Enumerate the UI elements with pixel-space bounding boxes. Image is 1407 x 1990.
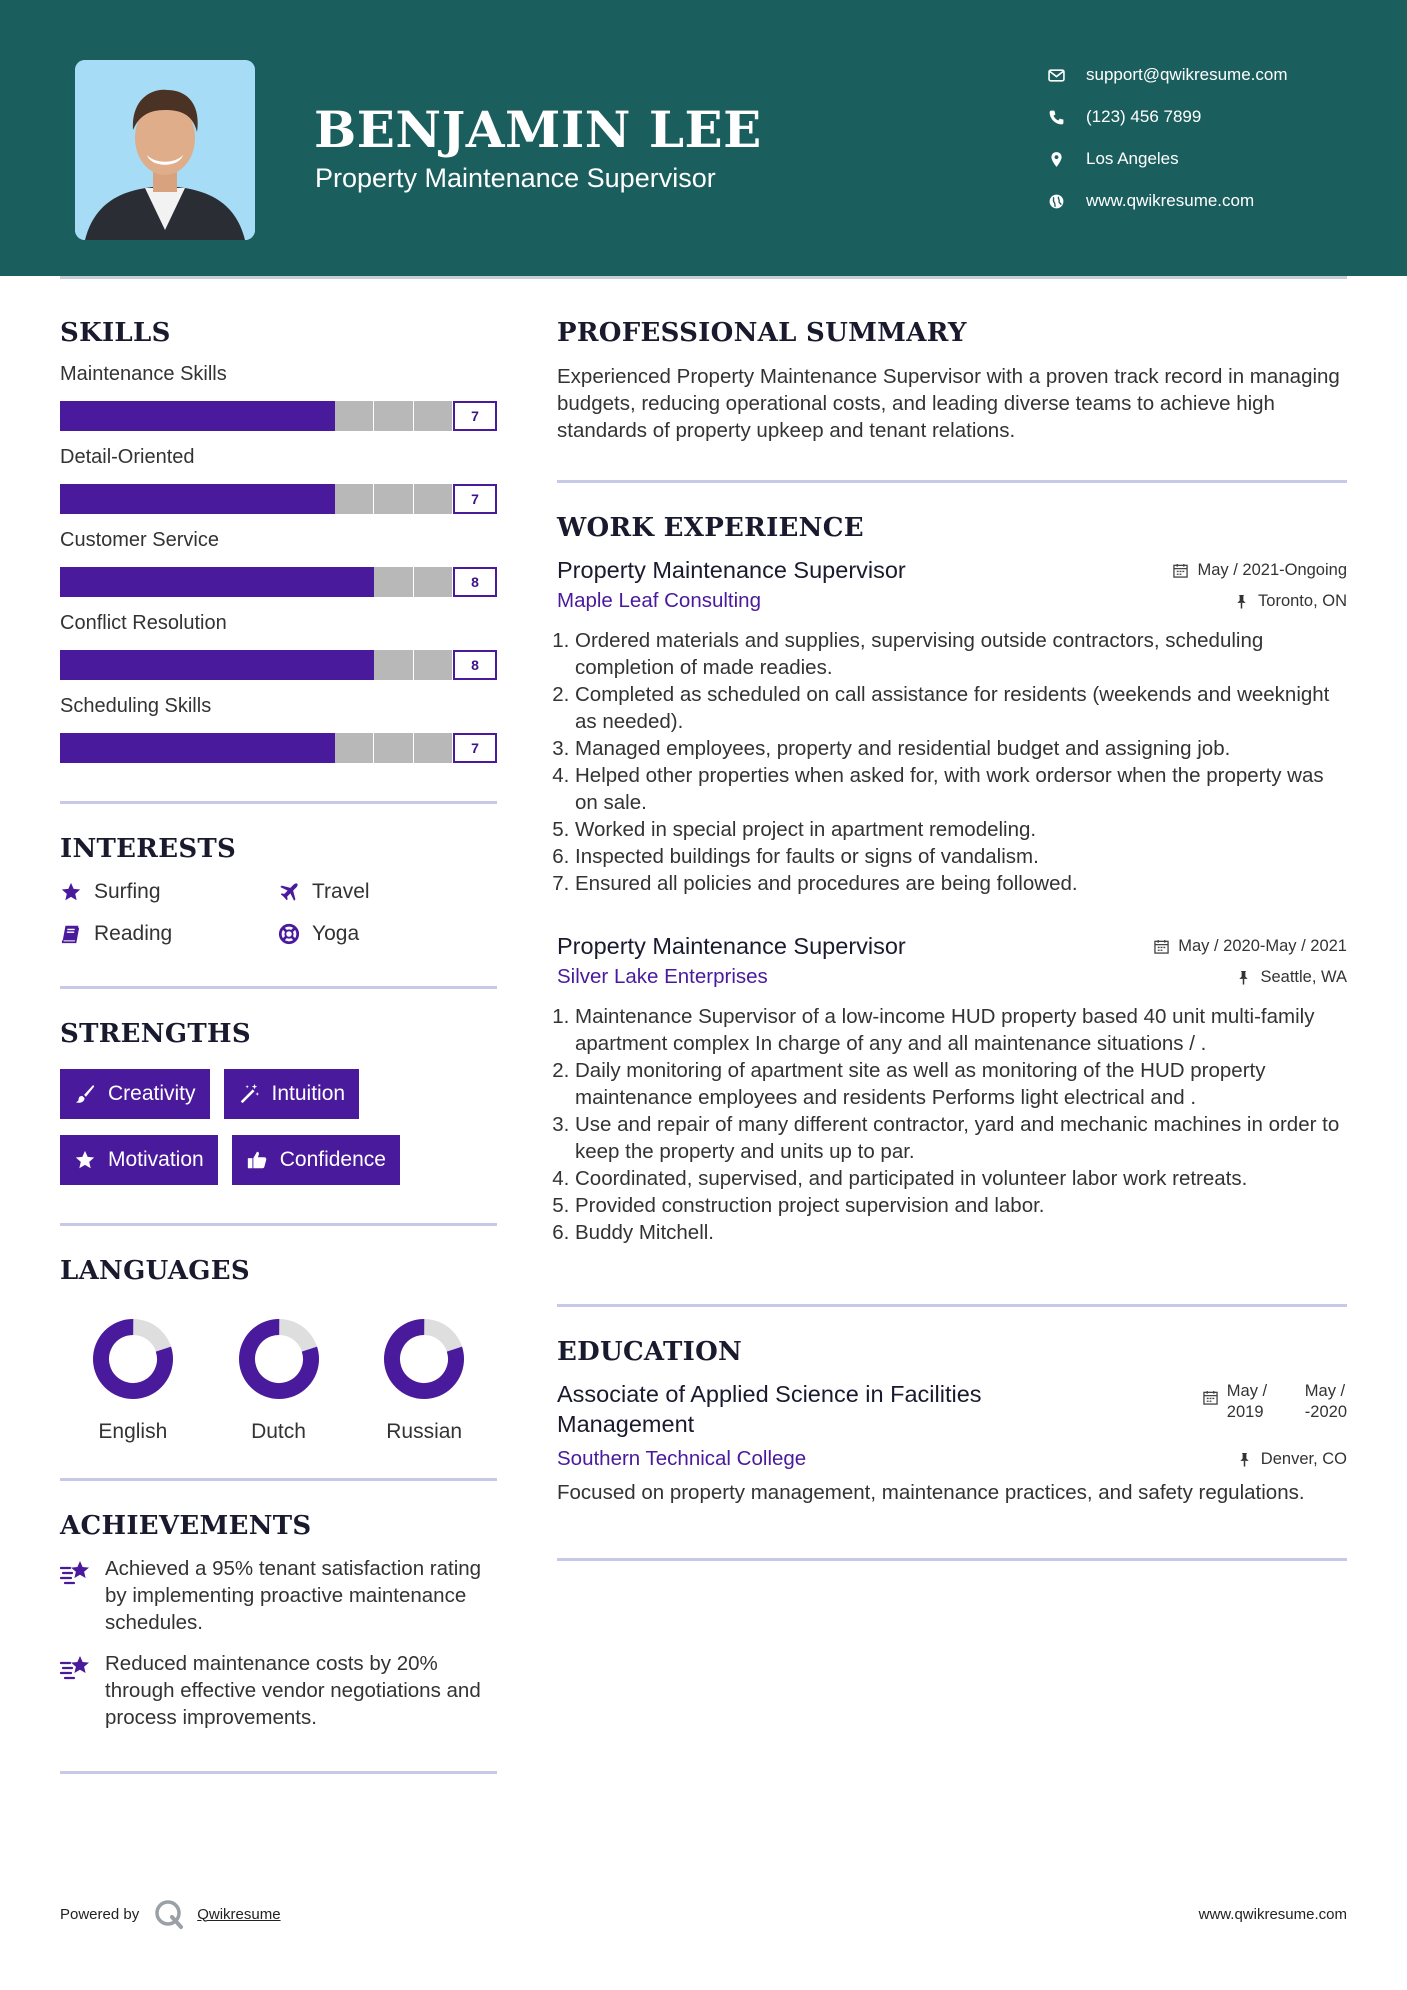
duty-item: 7. Ensured all policies and procedures are being followed. [575, 870, 1347, 897]
duty-item: 4. Helped other properties when asked for, with work ordersor when the property was on sale. [575, 762, 1347, 816]
duty-item: 1. Ordered materials and supplies, supervising outside contractors, scheduling completion of made readies. [575, 627, 1347, 681]
contact-phone-text: (123) 456 7899 [1086, 107, 1202, 126]
job-entry [557, 555, 1347, 897]
job-date [1154, 937, 1347, 956]
skill-bar-empty-segment [374, 650, 412, 680]
achievements-title: ACHIEVEMENTS [60, 1511, 312, 1541]
skill-item [60, 612, 497, 680]
achievement-item [60, 1555, 497, 1636]
education-degree: Associate of Applied Science in Facilities Management [557, 1381, 982, 1437]
star-icon [60, 881, 82, 903]
strengths-list [60, 1069, 497, 1185]
education-start [1227, 1381, 1305, 1423]
skill-bar-empty-segment [414, 733, 452, 763]
education-start-line2: 2019 [1226, 1403, 1264, 1421]
skill-bar-empty-segment [414, 567, 452, 597]
education-school: Southern Technical College [557, 1447, 807, 1470]
education-entry [557, 1379, 1347, 1506]
strength-tag [232, 1135, 400, 1185]
interest-item [278, 922, 496, 946]
job-company: Silver Lake Enterprises [557, 965, 768, 988]
duty-item: 3. Use and repair of many different contractor, yard and mechanic machines in order to keep the property and units up to par. [575, 1111, 1347, 1165]
skill-bar [60, 733, 497, 763]
duty-item: 2. Completed as scheduled on call assistance for residents (weekends and weeknight as needed). [575, 681, 1347, 735]
duty-item: 6. Inspected buildings for faults or signs of vandalism. [575, 843, 1347, 870]
globe-icon [1048, 192, 1086, 210]
skill-bar-fill [60, 733, 335, 763]
interest-label: Surfing [94, 880, 161, 903]
job-role: Property Maintenance Supervisor [557, 557, 906, 583]
calendar-icon [1203, 1390, 1218, 1405]
job-location [1236, 968, 1347, 987]
language-donut [236, 1316, 322, 1402]
skill-level: 7 [453, 733, 497, 763]
job-date [1173, 561, 1347, 580]
skill-bar-empty-segment [335, 733, 373, 763]
skill-bar [60, 567, 497, 597]
job-date-text: May / 2020-May / 2021 [1178, 937, 1347, 955]
header-divider [60, 276, 1347, 279]
phone-icon [1048, 108, 1086, 126]
job-duties [557, 1003, 1347, 1246]
qwikresume-logo-icon [153, 1898, 185, 1930]
skill-level: 8 [453, 650, 497, 680]
skill-name: Customer Service [60, 529, 219, 551]
skill-bar-empty-segment [374, 567, 412, 597]
education-end-line2: -2020 [1304, 1403, 1347, 1421]
interest-label: Reading [94, 922, 173, 945]
achievement-text: Reduced maintenance costs by 20% through effective vendor negotiations and process improvements. [105, 1652, 481, 1729]
duty-item: 3. Managed employees, property and residential budget and assigning job. [575, 735, 1347, 762]
job-date-text: May / 2021-Ongoing [1197, 561, 1347, 579]
strength-label: Motivation [108, 1148, 204, 1171]
calendar-icon [1154, 939, 1169, 954]
section-divider [60, 1478, 497, 1481]
skill-item [60, 695, 497, 763]
strength-tag [224, 1069, 360, 1119]
skills-title: SKILLS [60, 318, 171, 348]
duty-item: 5. Provided construction project supervision and labor. [575, 1192, 1347, 1219]
interest-item [278, 880, 496, 904]
strength-tag [60, 1135, 218, 1185]
thumbs-up-icon [246, 1149, 268, 1171]
achievement-item [60, 1650, 497, 1731]
education-description: Focused on property management, maintenance practices, and safety regulations. [557, 1481, 1305, 1504]
duty-item: 6. Buddy Mitchell. [575, 1219, 1347, 1246]
language-donut [381, 1316, 467, 1402]
skill-item [60, 363, 497, 431]
language-label: Dutch [251, 1420, 306, 1443]
brush-icon [74, 1083, 96, 1105]
education-location-text: Denver, CO [1260, 1449, 1347, 1468]
duty-item: 4. Coordinated, supervised, and participated in volunteer labor work retreats. [575, 1165, 1347, 1192]
skill-bar-empty-segment [335, 401, 373, 431]
interest-item [60, 880, 278, 904]
right-column [557, 318, 1347, 1561]
duty-item: 2. Daily monitoring of apartment site as well as monitoring of the HUD property maintenance employees and residents Performs light electrical and . [575, 1057, 1347, 1111]
education-location [1237, 1450, 1347, 1469]
job-company: Maple Leaf Consulting [557, 589, 761, 612]
language-item [60, 1316, 206, 1444]
skill-level: 7 [453, 401, 497, 431]
contact-phone[interactable] [1048, 96, 1288, 138]
job-duties [557, 627, 1347, 897]
skill-bar-empty-segment [414, 650, 452, 680]
contact-website[interactable] [1048, 180, 1288, 222]
contact-email-text: support@qwikresume.com [1086, 65, 1288, 84]
section-divider [557, 480, 1347, 483]
profile-photo [75, 60, 255, 240]
calendar-icon [1173, 563, 1188, 578]
skill-bar-empty-segment [374, 733, 412, 763]
experience-title: WORK EXPERIENCE [557, 513, 864, 543]
languages-list [60, 1316, 497, 1444]
star-icon [74, 1149, 96, 1171]
summary-text: Experienced Property Maintenance Supervisor with a proven track record in managing budgets, reducing operational costs, and leading diverse teams to achieve high standards of property upkeep and tenant relations. [557, 365, 1340, 442]
skill-bar-fill [60, 567, 374, 597]
job-role: Property Maintenance Supervisor [557, 933, 906, 959]
skill-bar-empty-segment [374, 401, 412, 431]
magic-wand-icon [238, 1083, 260, 1105]
strengths-title: STRENGTHS [60, 1019, 251, 1049]
contact-email[interactable] [1048, 54, 1288, 96]
footer-powered-by [60, 1898, 281, 1930]
interest-label: Travel [312, 880, 370, 903]
language-item [351, 1316, 497, 1444]
language-item [206, 1316, 352, 1444]
contact-location-text: Los Angeles [1086, 149, 1179, 168]
candidate-title: Property Maintenance Supervisor [315, 163, 716, 193]
interest-label: Yoga [312, 922, 360, 945]
skill-bar-fill [60, 401, 335, 431]
education-title: EDUCATION [557, 1337, 743, 1367]
left-column [60, 318, 497, 1774]
strength-tag [60, 1069, 210, 1119]
section-divider [60, 986, 497, 989]
contact-location [1048, 138, 1288, 180]
interest-item [60, 922, 278, 946]
interests-list [60, 880, 497, 946]
skill-bar [60, 650, 497, 680]
strength-label: Intuition [271, 1082, 346, 1105]
interests-title: INTERESTS [60, 834, 237, 864]
job-entry [557, 931, 1347, 1246]
book-icon [60, 923, 82, 945]
strength-label: Creativity [108, 1082, 196, 1105]
skill-name: Detail-Oriented [60, 446, 195, 468]
pin-icon [1236, 970, 1251, 985]
skill-item [60, 446, 497, 514]
education-dates [1203, 1381, 1347, 1423]
achievement-text: Achieved a 95% tenant satisfaction rating by implementing proactive maintenance schedules. [105, 1557, 482, 1634]
powered-by-label: Powered by [60, 1905, 140, 1923]
summary-title: PROFESSIONAL SUMMARY [557, 318, 967, 348]
job-location-text: Seattle, WA [1260, 967, 1347, 986]
skill-bar-fill [60, 484, 335, 514]
candidate-name: BENJAMIN LEE [314, 100, 762, 159]
skill-bar-empty-segment [374, 484, 412, 514]
section-divider [60, 1223, 497, 1226]
skill-level: 7 [453, 484, 497, 514]
contact-website-text: www.qwikresume.com [1086, 191, 1255, 210]
shooting-star-icon [60, 1652, 94, 1682]
skill-bar-empty-segment [414, 484, 452, 514]
pin-icon [1234, 594, 1249, 609]
skills-list [60, 363, 497, 763]
pin-icon [1237, 1452, 1252, 1467]
skill-item [60, 529, 497, 597]
section-divider [60, 801, 497, 804]
skill-bar-empty-segment [414, 401, 452, 431]
lifebuoy-icon [278, 923, 300, 945]
footer-website[interactable]: www.qwikresume.com [1198, 1906, 1347, 1923]
language-donut [90, 1316, 176, 1402]
section-divider [557, 1304, 1347, 1307]
language-label: Russian [386, 1420, 463, 1443]
contact-list [1048, 54, 1288, 222]
mail-icon [1048, 66, 1086, 84]
duty-item: 1. Maintenance Supervisor of a low-income HUD property based 40 unit multi-family apartment complex In charge of any and all maintenance situations / . [575, 1003, 1347, 1057]
shooting-star-icon [60, 1557, 94, 1587]
skill-bar [60, 401, 497, 431]
skill-bar-empty-segment [335, 484, 373, 514]
location-icon [1048, 150, 1086, 168]
resume-header [0, 0, 1407, 276]
strength-label: Confidence [279, 1148, 386, 1171]
skill-name: Maintenance Skills [60, 363, 227, 385]
section-divider [557, 1558, 1347, 1561]
skill-name: Conflict Resolution [60, 612, 227, 634]
skill-bar [60, 484, 497, 514]
education-end [1305, 1381, 1347, 1423]
qwikresume-link[interactable]: Qwikresume [197, 1905, 281, 1923]
duty-item: 5. Worked in special project in apartment remodeling. [575, 816, 1347, 843]
skill-level: 8 [453, 567, 497, 597]
job-location [1234, 592, 1347, 611]
education-start-line1: May / [1226, 1382, 1268, 1400]
education-end-line1: May / [1304, 1382, 1346, 1400]
skill-name: Scheduling Skills [60, 695, 212, 717]
section-divider [60, 1771, 497, 1774]
plane-icon [278, 881, 300, 903]
languages-title: LANGUAGES [60, 1256, 250, 1286]
language-label: English [98, 1420, 168, 1443]
job-location-text: Toronto, ON [1258, 591, 1347, 610]
achievements-list [60, 1555, 497, 1731]
skill-bar-fill [60, 650, 374, 680]
